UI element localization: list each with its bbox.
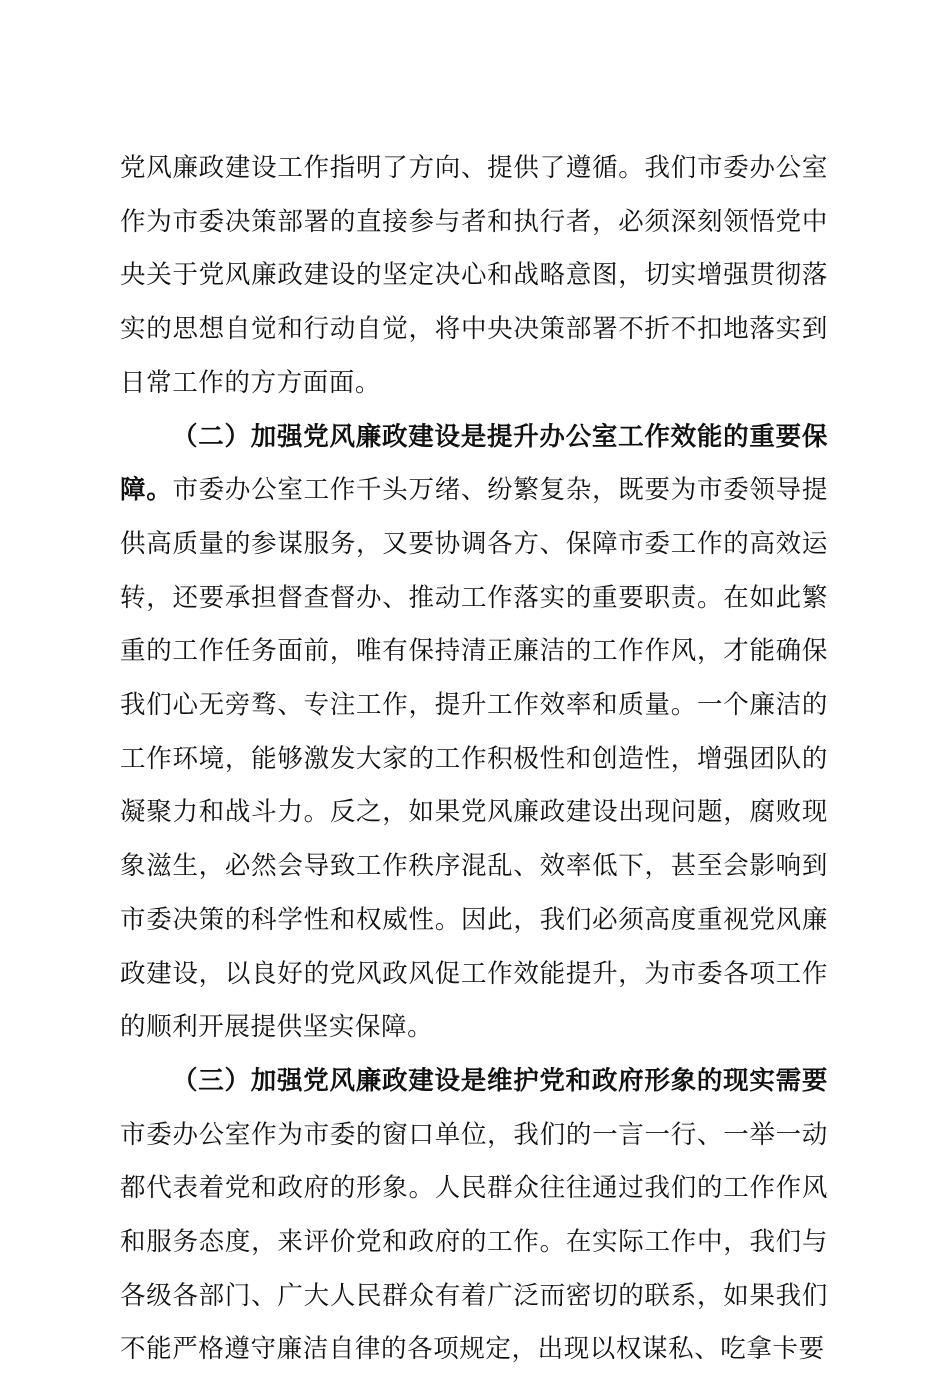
paragraph-text: 党风廉政建设工作指明了方向、提供了遵循。我们市委办公室作为市委决策部署的直接参与者和执行者，必须深刻领悟党中央关于党风廉政建设的坚定决心和战略意图，切实增强贯彻落实的思想自觉和行动自觉，将中央决策部署不折不扣地落实到日常工作的方方面面。 xyxy=(120,153,828,398)
paragraph-section-two xyxy=(120,411,828,1055)
paragraph-continuation xyxy=(120,142,828,411)
document-body xyxy=(120,142,828,1377)
section-heading: （三）加强党风廉政建设是维护党和政府形象的现实需要 xyxy=(172,1065,828,1096)
paragraph-text: 市委办公室工作千头万绪、纷繁复杂，既要为市委领导提供高质量的参谋服务，又要协调各方、保障市委工作的高效运转，还要承担督查督办、推动工作落实的重要职责。在如此繁重的工作任务面前，唯有保持清正廉洁的工作作风，才能确保我们心无旁骛、专注工作，提升工作效率和质量。一个廉洁的工作环境，能够激发大家的工作积极性和创造性，增强团队的凝聚力和战斗力。反之，如果党风廉政建设出现问题，腐败现象滋生，必然会导致工作秩序混乱、效率低下，甚至会影响到市委决策的科学性和权威性。因此，我们必须高度重视党风廉政建设，以良好的党风政风促工作效能提升，为市委各项工作的顺利开展提供坚实保障。 xyxy=(120,475,828,1043)
paragraph-text: 市委办公室作为市委的窗口单位，我们的一言一行、一举一动都代表着党和政府的形象。人民群众往往通过我们的工作作风和服务态度，来评价党和政府的工作。在实际工作中，我们与各级各部门、广大人民群众有着广泛而密切的联系，如果我们不能严格遵守廉洁自律的各项规定，出现以权谋私、吃拿卡要 xyxy=(120,1119,828,1365)
section-heading: （二）加强党风廉政建设是提升办公室工作效能的重要保障。 xyxy=(120,421,828,506)
paragraph-section-three xyxy=(120,1055,828,1377)
